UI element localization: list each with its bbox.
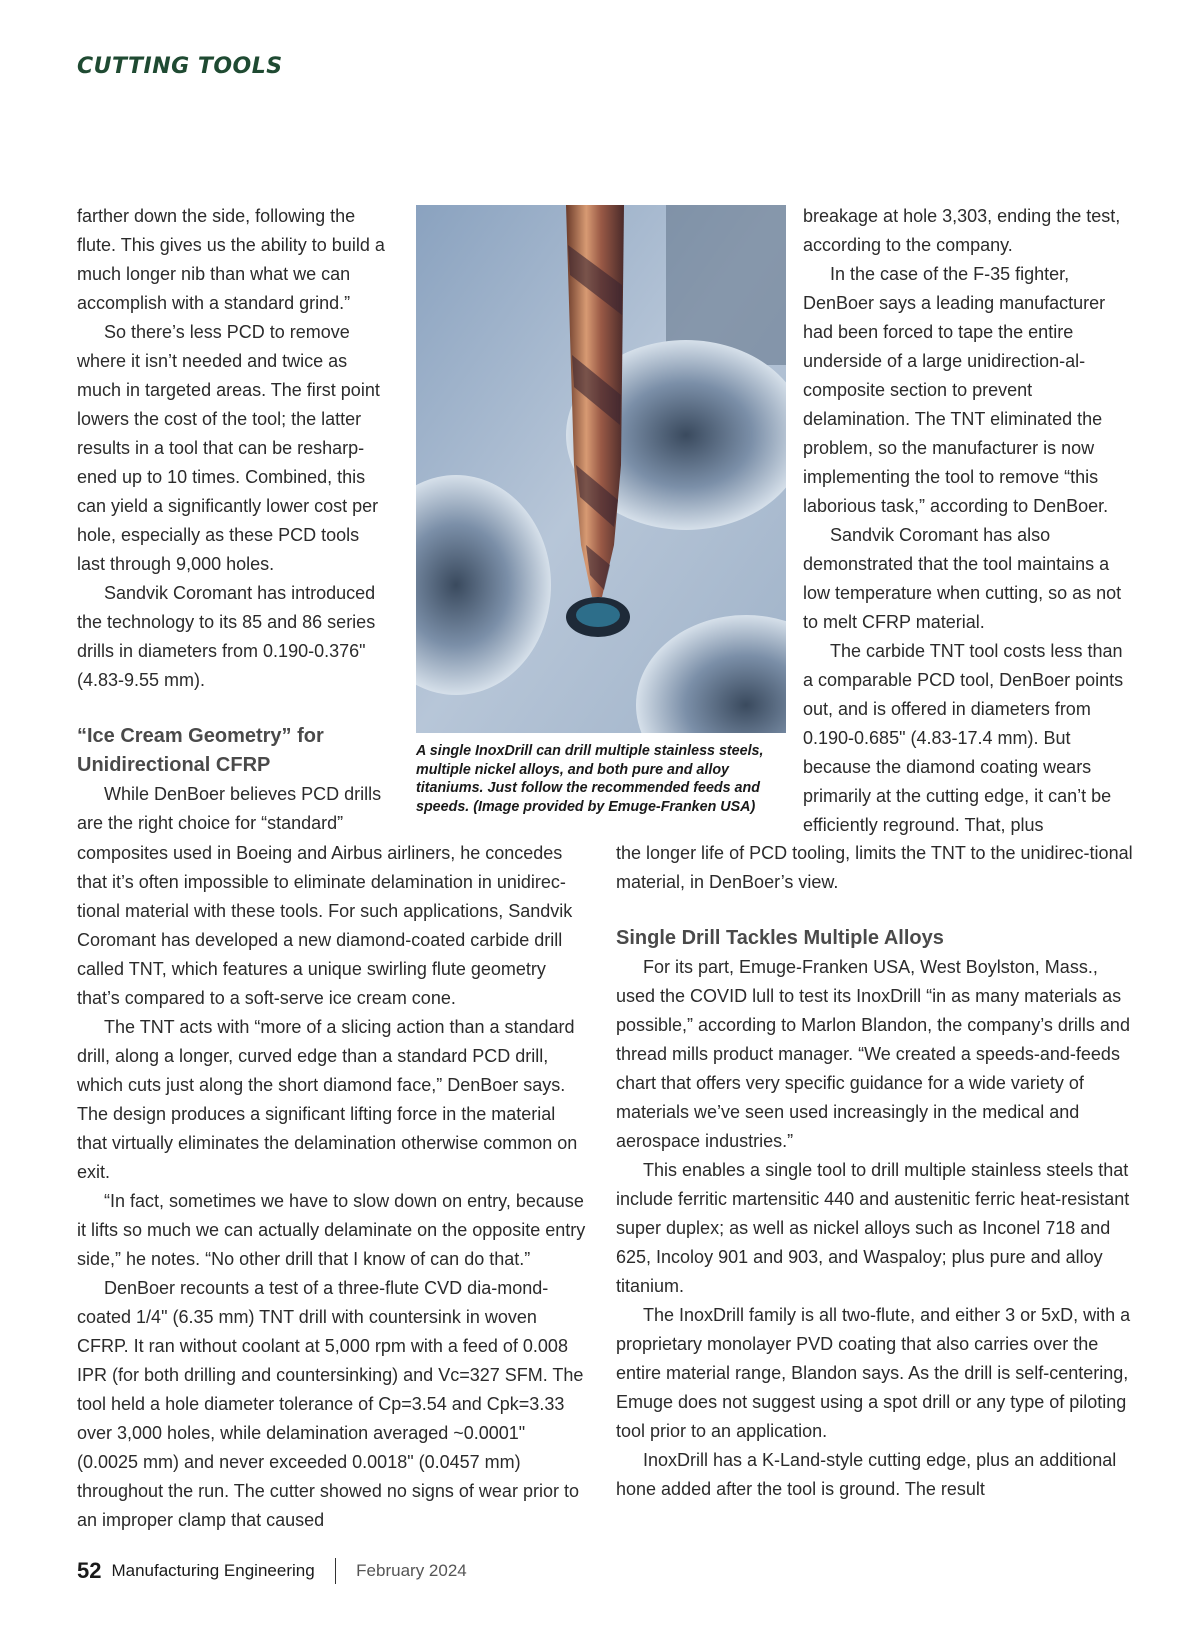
column-left-top <box>77 202 387 838</box>
paragraph: In the case of the F-35 fighter, DenBoer says a leading manufacturer had been forced to tape the entire underside of a large unidirection-al-composite section to prevent delamination. The TNT eliminated the problem, so the manufacturer is now implementing the tool to remove “this laborious task,” according to DenBoer. <box>803 264 1109 516</box>
paragraph: InoxDrill has a K-Land-style cutting edge, plus an additional hone added after the tool is ground. The result <box>616 1450 1117 1499</box>
paragraph: DenBoer recounts a test of a three-flute CVD dia-mond-coated 1/4" (6.35 mm) TNT drill with countersink in woven CFRP. It ran without coolant at 5,000 rpm with a feed of 0.008 IPR (for both drilling and countersinking) and Vc=327 SFM. The tool held a hole diameter tolerance of Cp=3.54 and Cpk=3.33 over 3,000 holes, while delamination averaged ~0.0001" (0.0025 mm) and never exceeded 0.0018" (0.0457 mm) throughout the run. The cutter showed no signs of wear prior to an improper clamp that caused <box>77 1278 584 1530</box>
paragraph: composites used in Boeing and Airbus airliners, he concedes that it’s often impossible to eliminate delamination in unidirec-tional material with these tools. For such applications, Sandvik Coromant has developed a new diamond-coated carbide drill called TNT, which features a unique swirling flute geometry that’s compared to a soft-serve ice cream cone. <box>77 843 573 1008</box>
publication-name: Manufacturing Engineering <box>111 1561 315 1580</box>
paragraph: The TNT acts with “more of a slicing action than a standard drill, along a longer, curved edge than a standard PCD drill, which cuts just along the short diamond face,” DenBoer says. The design produces a significant lifting force in the material that virtually eliminates the delamination otherwise common on exit. <box>77 1017 578 1182</box>
page-footer <box>77 1556 467 1586</box>
drill-photo <box>416 205 786 733</box>
photo-caption: A single InoxDrill can drill multiple stainless steels, multiple nickel alloys, and both pure and alloy titaniums. Just follow the recommended feeds and speeds. (Image provided by Emuge-Franken USA) <box>416 743 764 815</box>
subheading-ice-cream-geometry: “Ice Cream Geometry” for Unidirectional CFRP <box>77 725 324 776</box>
paragraph: breakage at hole 3,303, ending the test, according to the company. <box>803 206 1121 255</box>
paragraph: While DenBoer believes PCD drills are the right choice for “standard” <box>77 784 382 833</box>
paragraph: So there’s less PCD to remove where it isn’t needed and twice as much in targeted areas. The first point lowers the cost of the tool; the latter results in a tool that can be resharp-ened up to 10 times. Combined, this can yield a significantly lower cost per hole, especially as these PCD tools last through 9,000 holes. <box>77 322 380 574</box>
paragraph: This enables a single tool to drill multiple stainless steels that include ferritic martensitic 440 and austenitic ferric heat-resistant super duplex; as well as nickel alloys such as Inconel 718 and 625, Incoloy 901 and 903, and Waspaloy; plus pure and alloy titanium. <box>616 1160 1130 1296</box>
section-label: CUTTING TOOLS <box>77 54 283 79</box>
column-right-top <box>803 202 1133 840</box>
issue-date: February 2024 <box>356 1561 467 1580</box>
paragraph: The InoxDrill family is all two-flute, and either 3 or 5xD, with a proprietary monolayer PVD coating that also carries over the entire material range, Blandon says. As the drill is self-centering, Emuge does not suggest using a spot drill or any type of piloting tool prior to an application. <box>616 1305 1131 1441</box>
paragraph: Sandvik Coromant has introduced the technology to its 85 and 86 series drills in diameters from 0.190-0.376" (4.83-9.55 mm). <box>77 583 376 690</box>
paragraph: For its part, Emuge-Franken USA, West Boylston, Mass., used the COVID lull to test its InoxDrill “in as many materials as possible,” according to Marlon Blandon, the company’s drills and thread mills product manager. “We created a speeds-and-feeds chart that offers very specific guidance for a wide variety of materials we’ve seen used increasingly in the medical and aerospace industries.” <box>616 957 1130 1151</box>
page-number: 52 <box>77 1558 102 1583</box>
paragraph: The carbide TNT tool costs less than a comparable PCD tool, DenBoer points out, and is offered in diameters from 0.190-0.685" (4.83-17.4 mm). But because the diamond coating wears primarily at the cutting edge, it can’t be efficiently reground. That, plus <box>803 641 1124 835</box>
column-right-bottom <box>616 839 1136 1504</box>
paragraph: “In fact, sometimes we have to slow down on entry, because it lifts so much we can actually delaminate on the opposite entry side,” he notes. “No other drill that I know of can do that.” <box>77 1191 586 1269</box>
subheading-single-drill: Single Drill Tackles Multiple Alloys <box>616 927 944 949</box>
column-left-bottom <box>77 839 587 1535</box>
footer-divider <box>335 1558 337 1584</box>
paragraph: the longer life of PCD tooling, limits the TNT to the unidirec-tional material, in DenBoer’s view. <box>616 843 1133 892</box>
paragraph: Sandvik Coromant has also demonstrated that the tool maintains a low temperature when cutting, so as not to melt CFRP material. <box>803 525 1122 632</box>
paragraph: farther down the side, following the flute. This gives us the ability to build a much longer nib than what we can accomplish with a standard grind.” <box>77 206 385 313</box>
